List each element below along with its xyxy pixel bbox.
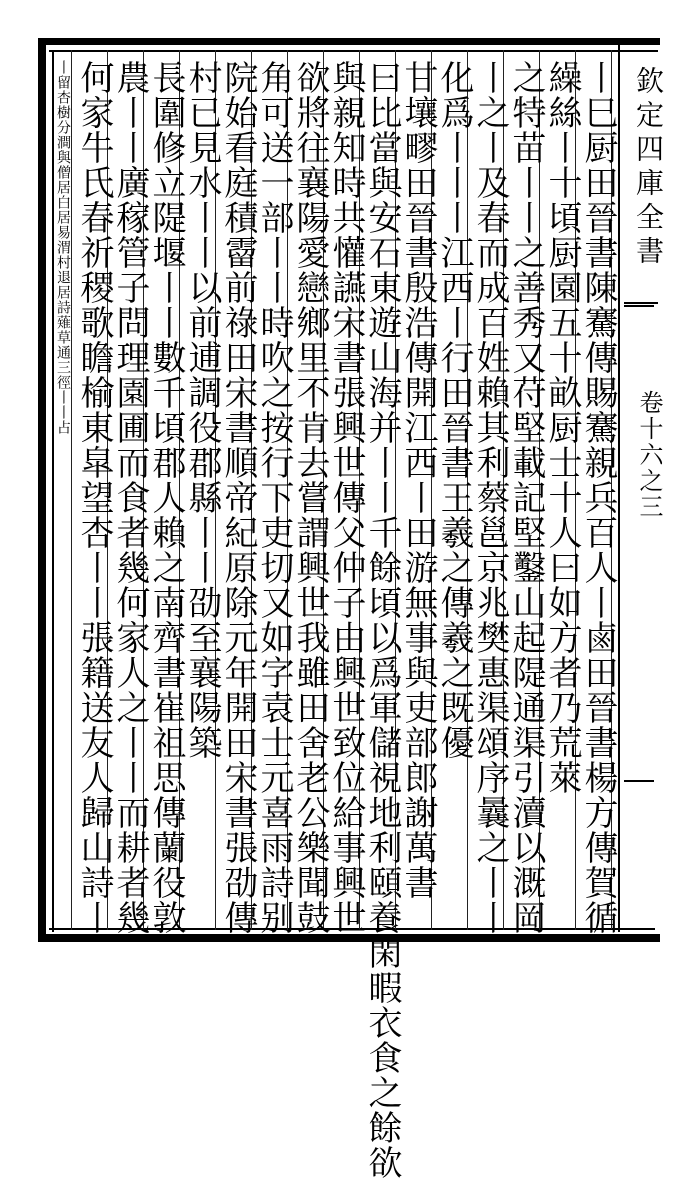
column-text: 丨巳厨田晉書陳騫傳賜騫親兵百人丨鹵田晉書楊方傳賀循 xyxy=(578,60,618,935)
page-border-top xyxy=(38,38,660,45)
column-text: 丨留杏樹分澗與僧居白居易渭村退居詩薙草通三徑丨丨占 xyxy=(55,60,71,435)
book-title: 欽定四庫全書 xyxy=(632,66,665,270)
text-column xyxy=(56,60,70,928)
page-inner-border-top xyxy=(49,50,655,52)
column-text: 農丨丨廣稼管子問理園圃而食者幾何家人之丨丨而耕者幾 xyxy=(110,60,150,935)
column-text: 繰絲丨十頃厨園五十畝厨士十人曰如方者乃荒萊 xyxy=(542,60,582,795)
text-column xyxy=(68,60,116,935)
column-text: 欲將往襄陽愛戀鄉里不肯去嘗謂興世我雖田舍老公樂聞鼓 xyxy=(290,60,330,935)
column-text: 化爲丨丨丨江西丨行田晉書王羲之傳羲之既優 xyxy=(434,60,474,760)
page-border-left xyxy=(38,38,46,942)
column-text: 甘壤疁田晉書殷浩傳開江西丨田游無事與吏部郎謝萬書 xyxy=(398,60,438,900)
running-head-rule xyxy=(624,305,654,307)
column-text: 曰比當與安石東遊山海并丨丨千餘頃以爲軍儲視地利頤養閑暇衣食之餘欲 xyxy=(362,60,402,1180)
column-text: 村已見水丨丨以前逋調役郡縣丨丨劭至襄陽築 xyxy=(182,60,222,760)
column-text: 何家牛氏春祈稷歌瞻榆東皐望杏丨丨張籍送友人歸山詩丨 xyxy=(74,60,114,935)
column-text: 與親知時共懽讌宋書張興世傳父仲子由興世致位給事興世 xyxy=(326,60,366,935)
column-text: 丨之丨及春而成百姓賴其利蔡邕京兆樊惠渠頌序曩之丨丨 xyxy=(470,60,510,935)
column-text: 院始看庭積霤前祿田宋書順帝紀原除元年開田宋書張劭傳 xyxy=(218,60,258,935)
page-border-bottom xyxy=(38,934,660,942)
column-text: 長圍修立隄堰丨丨數千頃郡人賴之南齊書崔祖思傳蘭役敦 xyxy=(146,60,186,935)
column-text: 之特苗丨丨之善秀又苻堅載記堅鑿山起隄通渠引瀆以溉岡 xyxy=(506,60,546,935)
running-head-rule-lower xyxy=(624,780,654,782)
volume-label: 卷十六之三 xyxy=(635,390,663,520)
column-text: 角可送一部丨丨時吹之按行下吏切又如字袁士元喜雨詩别 xyxy=(254,60,294,935)
